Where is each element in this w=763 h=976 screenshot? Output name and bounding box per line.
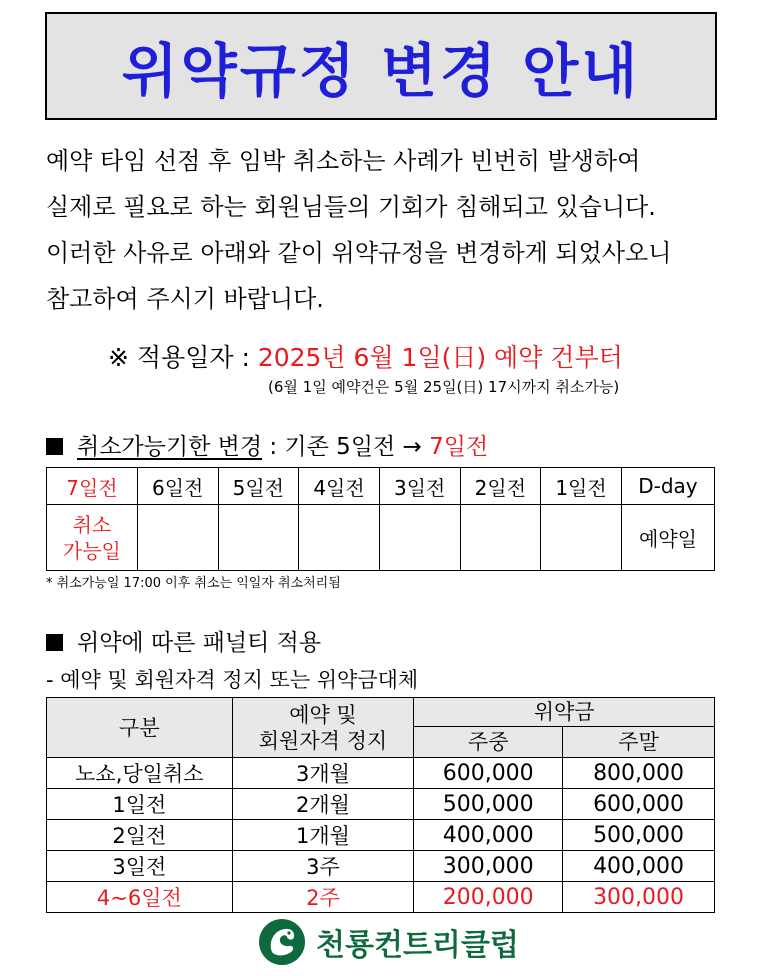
square-bullet-icon — [46, 438, 63, 455]
header-fee: 위약금 — [414, 698, 715, 727]
penalty-table — [46, 697, 715, 913]
header-suspension-line2: 회원자격 정지 — [258, 728, 388, 753]
col-header: 1일전 — [541, 468, 622, 505]
row-suspension: 2개월 — [232, 789, 414, 820]
row-category: 2일전 — [47, 820, 233, 851]
intro-line: 예약 타임 선점 후 임박 취소하는 사례가 빈번히 발생하여 — [46, 147, 641, 175]
cancel-footnote: * 취소가능일 17:00 이후 취소는 익일자 취소처리됨 — [46, 576, 341, 591]
header-suspension-line1: 예약 및 — [289, 702, 357, 727]
table-row — [47, 851, 715, 882]
row-suspension: 3주 — [232, 851, 414, 882]
row-weekday: 200,000 — [414, 882, 563, 913]
empty-cell — [541, 505, 622, 571]
dragon-emblem-icon — [258, 918, 306, 966]
row-weekday: 600,000 — [414, 758, 563, 789]
club-logo — [258, 918, 519, 966]
square-bullet-icon — [46, 634, 63, 651]
reservation-day-cell: 예약일 — [621, 505, 714, 571]
row-weekday: 500,000 — [414, 789, 563, 820]
effective-prefix: ※ 적용일자 : — [108, 343, 258, 372]
row-weekend: 600,000 — [563, 789, 715, 820]
row-weekday: 400,000 — [414, 820, 563, 851]
row-suspension: 1개월 — [232, 820, 414, 851]
header-weekday: 주중 — [414, 727, 563, 758]
row-category: 4~6일전 — [47, 882, 233, 913]
cancel-section-heading — [46, 428, 488, 461]
empty-cell — [460, 505, 541, 571]
header-category: 구분 — [47, 698, 233, 758]
row-suspension: 3개월 — [232, 758, 414, 789]
col-header: 5일전 — [218, 468, 299, 505]
effective-note: (6월 1일 예약건은 5월 25일(日) 17시까지 취소가능) — [268, 378, 620, 396]
cancel-available-line1: 취소 — [72, 512, 112, 537]
row-category: 1일전 — [47, 789, 233, 820]
penalty-subheading: - 예약 및 회원자격 정지 또는 위약금대체 — [46, 668, 419, 692]
cancel-available-line2: 가능일 — [62, 538, 121, 563]
row-weekend: 800,000 — [563, 758, 715, 789]
col-header: 4일전 — [299, 468, 380, 505]
page-title: 위약규정 변경 안내 — [121, 37, 641, 105]
row-suspension: 2주 — [232, 882, 414, 913]
table-row — [47, 758, 715, 789]
header-weekend: 주말 — [563, 727, 715, 758]
row-category: 노쇼,당일취소 — [47, 758, 233, 789]
col-header: 6일전 — [137, 468, 218, 505]
table-row — [47, 820, 715, 851]
empty-cell — [218, 505, 299, 571]
penalty-section-heading — [46, 624, 321, 657]
club-name: 천룡컨트리클럽 — [316, 928, 519, 963]
row-weekday: 300,000 — [414, 851, 563, 882]
intro-line: 참고하여 주시기 바랍니다. — [46, 285, 324, 313]
cancel-new-value: 7일전 — [429, 434, 489, 460]
intro-line: 이러한 사유로 아래와 같이 위약규정을 변경하게 되었사오니 — [46, 239, 672, 267]
cancel-deadline-table — [46, 467, 715, 571]
table-row — [47, 789, 715, 820]
table-row — [47, 882, 715, 913]
empty-cell — [379, 505, 460, 571]
empty-cell — [137, 505, 218, 571]
header-suspension — [232, 698, 414, 758]
intro-line: 실제로 필요로 하는 회원님들의 기회가 침해되고 있습니다. — [46, 193, 656, 221]
row-weekend: 500,000 — [563, 820, 715, 851]
cancel-available-cell — [47, 505, 138, 571]
effective-date-value: 2025년 6월 1일(日) 예약 건부터 — [257, 343, 623, 372]
cancel-heading-label: 취소가능기한 변경 — [77, 434, 263, 460]
cancel-heading-sep: : 기존 5일전 → — [262, 434, 430, 460]
col-header: 2일전 — [460, 468, 541, 505]
col-header: 3일전 — [379, 468, 460, 505]
penalty-heading-label: 위약에 따른 패널티 적용 — [77, 630, 322, 656]
empty-cell — [299, 505, 380, 571]
row-category: 3일전 — [47, 851, 233, 882]
effective-date — [108, 338, 623, 374]
col-header: 7일전 — [47, 468, 138, 505]
col-header: D-day — [621, 468, 714, 505]
row-weekend: 400,000 — [563, 851, 715, 882]
row-weekend: 300,000 — [563, 882, 715, 913]
intro-paragraph — [46, 138, 718, 322]
title-banner — [45, 12, 717, 120]
